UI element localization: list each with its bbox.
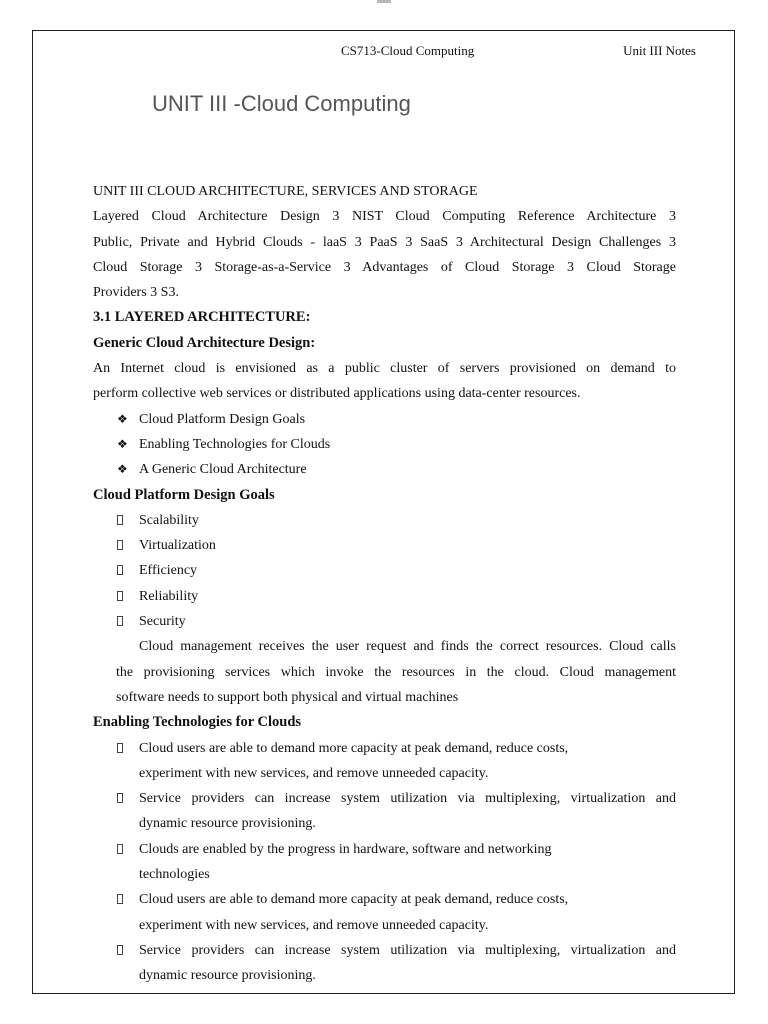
- syllabus-line: Providers 3 S3.: [93, 285, 179, 301]
- box-bullet-icon: [117, 945, 123, 955]
- diamond-bullet-icon: ❖: [117, 462, 128, 477]
- list-item: Efficiency: [93, 558, 676, 583]
- enabling-list: [93, 736, 676, 989]
- list-item: Scalability: [93, 508, 676, 533]
- top-edge-mark: [377, 0, 391, 3]
- box-bullet-icon: [117, 793, 123, 803]
- box-bullet-icon: [117, 743, 123, 753]
- header-unit: Unit III Notes: [623, 43, 696, 58]
- box-bullet-icon: [117, 540, 123, 550]
- document-page: [32, 30, 735, 994]
- syllabus-line: Cloud Storage 3 Storage-as-a-Service 3 Advantages of Cloud Storage 3 Cloud Storage: [93, 259, 676, 275]
- box-bullet-icon: [117, 591, 123, 601]
- box-bullet-icon: [117, 894, 123, 904]
- design-goals-heading: Cloud Platform Design Goals: [93, 486, 275, 503]
- list-item: Cloud users are able to demand more capacity at peak demand, reduce costs, experiment with new services, and remove unneeded capacity.: [93, 887, 676, 938]
- design-goals-list: [93, 508, 676, 634]
- section-subheading: Generic Cloud Architecture Design:: [93, 334, 316, 351]
- list-item: ❖ Enabling Technologies for Clouds: [93, 432, 676, 457]
- box-bullet-icon: [117, 844, 123, 854]
- box-bullet-icon: [117, 565, 123, 575]
- topic-list: [93, 407, 676, 483]
- list-item: Service providers can increase system utilization via multiplexing, virtualization and dynamic resource provisioning.: [93, 938, 676, 989]
- list-item: Service providers can increase system utilization via multiplexing, virtualization and dynamic resource provisioning.: [93, 786, 676, 837]
- syllabus-heading: UNIT III CLOUD ARCHITECTURE, SERVICES AND STORAGE: [93, 184, 478, 199]
- design-goals-paragraph: [93, 634, 676, 710]
- paragraph-line: the provisioning services which invoke the resources in the cloud. Cloud management: [116, 664, 676, 680]
- box-bullet-icon: [117, 616, 123, 626]
- paragraph-line: Cloud management receives the user request and finds the correct resources. Cloud calls: [139, 639, 676, 655]
- list-item: ❖ Cloud Platform Design Goals: [93, 407, 676, 432]
- diamond-bullet-icon: ❖: [117, 411, 128, 426]
- list-item: ❖ A Generic Cloud Architecture: [93, 457, 676, 482]
- list-item: Security: [93, 609, 676, 634]
- diamond-bullet-icon: ❖: [117, 436, 128, 451]
- syllabus-line: Public, Private and Hybrid Clouds - laaS 3 PaaS 3 SaaS 3 Architectural Design Challenges 3: [93, 234, 676, 250]
- list-item: Cloud users are able to demand more capacity at peak demand, reduce costs, experiment with new services, and remove unneeded capacity.: [93, 736, 676, 787]
- list-item: Virtualization: [93, 533, 676, 558]
- header-course: CS713-Cloud Computing: [341, 43, 475, 58]
- box-bullet-icon: [117, 515, 123, 525]
- document-body: [93, 179, 676, 989]
- list-item: Clouds are enabled by the progress in hardware, software and networking technologies: [93, 837, 676, 888]
- syllabus-line: Layered Cloud Architecture Design 3 NIST Cloud Computing Reference Architecture 3: [93, 209, 676, 225]
- page-title: UNIT III -Cloud Computing: [152, 91, 411, 116]
- section-heading: 3.1 LAYERED ARCHITECTURE:: [93, 309, 311, 326]
- intro-line: perform collective web services or distributed applications using data-center resources.: [93, 386, 581, 402]
- enabling-heading: Enabling Technologies for Clouds: [93, 714, 302, 731]
- intro-line: An Internet cloud is envisioned as a public cluster of servers provisioned on demand to: [93, 361, 676, 377]
- paragraph-line: software needs to support both physical and virtual machines: [116, 689, 459, 705]
- list-item: Reliability: [93, 584, 676, 609]
